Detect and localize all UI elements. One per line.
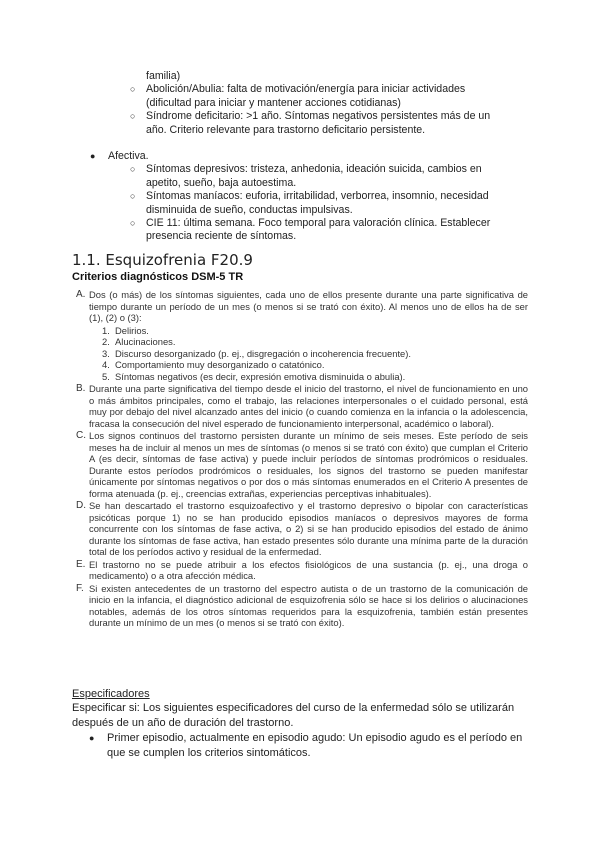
item-number: 5. [102, 370, 110, 382]
list-item [0, 70, 506, 83]
specifiers-intro: Especificar si: Los siguientes especificadores del curso de la enfermedad sólo se utilizarán después de un año de duración del trastorno. [72, 702, 515, 729]
criterion-a [76, 289, 528, 382]
criterion-text: Durante una parte significativa del tiempo desde el inicio del trastorno, el nivel de funcionamiento en uno o más ámbitos principales, como el trabajo, las relaciones interpersonales o el cuidado personal, está muy por debajo del nivel alcanzado antes del inicio (o cuando comienza en la infancia o la adolescencia, fracasa la consecución del nivel esperado de funcionamiento interpersonal, académico o laboral). [89, 383, 528, 429]
hollow-bullet-icon: ○ [130, 218, 136, 229]
item-text: Delirios. [115, 324, 149, 336]
item-text: Comportamiento muy desorganizado o catatónico. [115, 359, 325, 370]
hollow-bullet-icon: ○ [130, 111, 136, 122]
list-item [89, 348, 528, 360]
list-item [89, 336, 528, 348]
specifiers-title: Especificadores [72, 688, 150, 700]
filled-bullet-icon: ● [89, 733, 95, 743]
item-text: Discurso desorganizado (p. ej., disgregación o incoherencia frecuente). [115, 347, 411, 359]
list-item-text: familia) [146, 70, 181, 82]
list-item-text: Abolición/Abulia: falta de motivación/energía para iniciar actividades (dificultad para iniciar y mantener acciones cotidianas) [146, 83, 466, 109]
dsm-criteria-image [76, 289, 528, 630]
specifier-item [72, 731, 528, 760]
negative-symptoms-continuation [0, 70, 600, 244]
list-item [0, 110, 506, 137]
item-text: Síntomas negativos (es decir, expresión emotiva disminuida o abulia). [115, 370, 406, 382]
hollow-bullet-icon: ○ [130, 84, 136, 95]
list-item [0, 83, 506, 110]
list-item-text: Síntomas maníacos: euforia, irritabilidad, verborrea, insomnio, necesidad disminuida de sueño, conductas impulsivas. [146, 190, 489, 216]
item-number: 1. [102, 324, 110, 336]
criterion-c [76, 430, 528, 499]
criterion-text: El trastorno no se puede atribuir a los efectos fisiológicos de una sustancia (p. ej., una droga o medicamento) o a otra afección médica. [89, 558, 528, 581]
list-item [89, 359, 528, 371]
list-item-text: Síntomas depresivos: tristeza, anhedonia, ideación suicida, cambios en apetito, sueño, baja autoestima. [146, 163, 482, 189]
item-number: 3. [102, 347, 110, 359]
list-item-text: CIE 11: última semana. Foco temporal para valoración clínica. Establecer presencia reciente de síntomas. [146, 217, 491, 243]
list-item [89, 325, 528, 337]
criterion-letter: D. [76, 500, 86, 511]
criterion-e [76, 559, 528, 582]
criterion-d [76, 500, 528, 558]
list-item-text: Síndrome deficitario: >1 año. Síntomas negativos persistentes más de un año. Criterio relevante para trastorno deficitario persistente. [146, 110, 491, 136]
criterion-text: Si existen antecedentes de un trastorno del espectro autista o de un trastorno de la comunicación de inicio en la infancia, el diagnóstico adicional de esquizofrenia sólo se hace si los delirios o alucinaciones notables, además de los otros síntomas requeridos para la esquizofrenia, también están presentes durante un mínimo de un mes (o menos si se trató con éxito). [89, 582, 528, 628]
criterion-a-symptom-list [89, 325, 528, 383]
hollow-bullet-icon: ○ [130, 191, 136, 202]
list-item [0, 217, 506, 244]
criterion-text: Se han descartado el trastorno esquizoafectivo y el trastorno depresivo o bipolar con características psicóticas porque 1) no se han producido episodios maníacos o depresivos mayores de forma concurrente con los síntomas de fase activa, o 2) si se han producido episodios del estado de ánimo durante los síntomas de fase activa, han estado presentes sólo durante una mínima parte de la duración total de los períodos activo y residual de la enfermedad. [89, 500, 528, 557]
list-item [89, 371, 528, 383]
criterion-text: Los signos continuos del trastorno persisten durante un mínimo de seis meses. Este período de seis meses ha de incluir al menos un mes de síntomas (o menos si se trató con éxito) que cumplan el Criterio A (es decir, síntomas de fase activa) y puede incluir períodos de síntomas prodrómicos o residuales. Durante estos períodos prodrómicos o residuales, los signos del trastorno se pueden manifestar únicamente por síntomas negativos o por dos o más síntomas enumerados en el Criterio A presentes de forma atenuada (p. ej., creencias extrañas, experiencias perceptivas inhabituales). [89, 430, 528, 499]
criterion-text: Dos (o más) de los síntomas siguientes, cada uno de ellos presente durante una parte significativa de tiempo durante un período de un mes (o menos si se trató con éxito). Al menos uno de ellos ha de ser (1), (2) o (3): [89, 289, 528, 323]
criterion-letter: C. [76, 430, 86, 441]
criterion-letter: A. [76, 289, 86, 300]
criterion-letter: B. [76, 383, 86, 394]
list-item [0, 163, 506, 190]
filled-bullet-icon: ● [90, 151, 96, 162]
list-item [0, 190, 506, 217]
section-subheading: Criterios diagnósticos DSM-5 TR [72, 271, 244, 283]
criterion-b [76, 383, 528, 429]
afectiva-bullet [0, 150, 600, 163]
specifier-item-text: Primer episodio, actualmente en episodio agudo: Un episodio agudo es el período en que se cumplen los criterios sintomáticos. [107, 732, 523, 759]
item-number: 2. [102, 336, 110, 347]
criterion-f [76, 583, 528, 629]
item-number: 4. [102, 359, 110, 370]
section-heading: 1.1. Esquizofrenia F20.9 [72, 251, 253, 269]
afectiva-label: Afectiva. [108, 150, 149, 163]
criterion-letter: E. [76, 558, 86, 570]
hollow-bullet-icon: ○ [130, 164, 136, 175]
criterion-letter: F. [76, 582, 84, 594]
item-text: Alucinaciones. [115, 336, 176, 347]
